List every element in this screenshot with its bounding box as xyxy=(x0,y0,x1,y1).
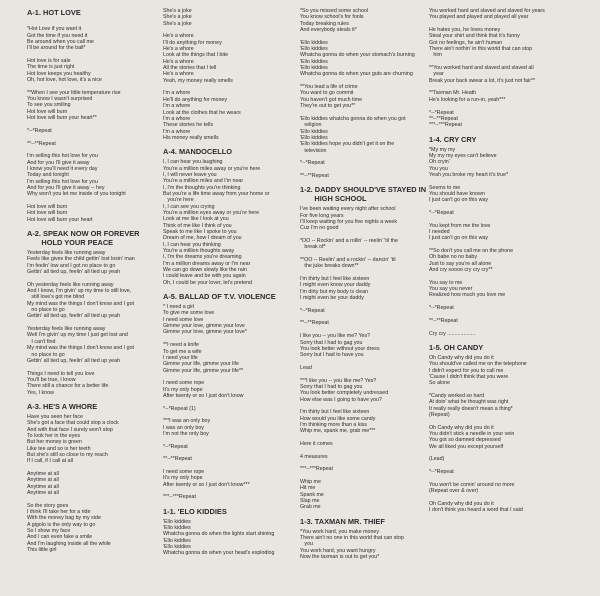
song-title: A-4. MANDOCELLO xyxy=(163,147,232,157)
lyric-line: Break your back swear a lot, it's just not fair** xyxy=(429,77,536,84)
lyric-line: To look her in the eyes xyxy=(27,432,80,439)
lyric-line: I'm feelin' low and I got no place to go xyxy=(27,262,116,269)
lyric-line: Well I'm givin' up my time I just get lost and xyxy=(27,332,128,339)
lyric-line: His money really smells xyxy=(163,134,219,141)
lyric-line: Hot love will burn your heart xyxy=(27,216,93,223)
lyric-line: (Lead) xyxy=(429,456,445,463)
lyric-line: * I need a girl xyxy=(163,304,195,311)
song-title: A-2. SPEAK NOW OR FOREVER HOLD YOUR PEACE xyxy=(27,229,140,247)
lyric-line: With the money bag by my side xyxy=(27,515,101,522)
lyric-line: **--**Repeat xyxy=(27,140,56,147)
lyric-line: You say to me xyxy=(429,279,463,286)
lyric-line: You got so damned depressed xyxy=(429,437,501,444)
lyric-line: We all liked you except yourself xyxy=(429,443,504,450)
lyric-line: Oh cryin' xyxy=(429,159,450,166)
lyric-line: *--*Repeat xyxy=(163,443,188,450)
lyric-line: Anytime at all xyxy=(27,490,59,497)
lyric-line: I've been waiting every night after school xyxy=(300,206,396,213)
lyric-line: My my my eyes can't believe xyxy=(429,152,497,159)
lyric-line: **You worked hard and slaved and slaved all xyxy=(429,65,534,72)
lyric-line: **--**Repeat xyxy=(429,317,458,324)
lyric-line: (Repeat) xyxy=(429,411,450,418)
lyric-line: There ain't nothin' in this world that can stop xyxy=(429,46,533,53)
lyric-line: Gimme your life, gimme your life** xyxy=(163,367,244,374)
lyric-line: **OO -- Reelin' and a rockin' -- dancin' 'til xyxy=(300,257,396,264)
lyric-line: So alone xyxy=(429,380,450,387)
song-title: 1-1. 'ELO KIDDIES xyxy=(163,506,227,516)
lyric-line: A gigolo is the only way to go xyxy=(27,521,96,528)
lyric-line: We can go down slowly like the rain xyxy=(163,267,247,274)
lyric-line: ***--***Repeat xyxy=(429,122,462,129)
lyric-line: Whatcha gonna do when your guts are churning xyxy=(300,71,413,78)
song-title: A-5. BALLAD OF T.V. VIOLENCE xyxy=(163,292,276,302)
lyric-line: Look at the things that I bite xyxy=(163,52,229,59)
lyric-line: I might even be your daddy xyxy=(300,295,364,302)
lyric-line: Think of me like I think of you xyxy=(163,222,232,229)
song-title: A-1. HOT LOVE xyxy=(27,8,81,17)
lyric-line: *You work hard, you make money xyxy=(300,528,380,535)
lyric-line: It's my only hope xyxy=(163,475,203,482)
lyric-line: (Repeat over & over) xyxy=(429,488,479,495)
lyric-line: All the stories that I tell xyxy=(163,65,217,72)
lyric-line: I'm not the only boy xyxy=(163,430,209,437)
lyric-line: Gimme your love, gimme your love xyxy=(163,323,245,330)
lyric-line: 'Ello kiddies xyxy=(300,134,328,141)
lyric-line: I, I'm the dreams you're dreaming xyxy=(163,254,242,261)
lyric-line: Today and tonight xyxy=(27,172,69,179)
lyric-line: Seems to me xyxy=(429,184,461,191)
lyric-line: 'Ello kiddies xyxy=(163,518,191,525)
lyric-line: Oh Candy why did you do it xyxy=(429,424,494,431)
lyric-line: Whatcha gonna do when the lights start shining xyxy=(163,531,275,538)
lyric-line: At doin' what he thought was right xyxy=(429,399,509,406)
lyric-line: year xyxy=(429,71,444,78)
lyric-line: I'll do anything for money xyxy=(163,39,222,46)
lyrics-column-1 xyxy=(27,8,157,553)
lyric-line: I'm thirty but I feel like sixteen xyxy=(300,276,370,283)
lyric-line: I, I can hear you thinking xyxy=(163,241,221,248)
lyric-line: *So you missed some school xyxy=(300,8,369,14)
lyric-line: Cuz I'm no good xyxy=(300,225,339,232)
lyric-line: And I know, I'm givin' up my time to still love, xyxy=(27,288,132,295)
lyric-line: Gettin' all tied up, feelin' all tied up yeah xyxy=(27,313,121,320)
lyric-line: Grab me xyxy=(300,504,321,511)
lyric-line: 'Ello kiddies xyxy=(163,544,191,551)
lyric-line: How else was I going to have you? xyxy=(300,396,382,403)
lyric-line: You you xyxy=(429,165,448,172)
lyric-line: Got no feelings, he ain't human xyxy=(429,39,503,46)
lyric-line: I'm a whore xyxy=(163,128,191,135)
lyric-line: I, I will never leave you xyxy=(163,171,217,178)
lyric-line: There ain't no one in this world that can stop xyxy=(300,535,404,542)
lyric-line: And for you I'll give it away -- hey xyxy=(27,184,105,191)
lyric-line: Anytime at all xyxy=(27,477,59,484)
lyric-line: you're here xyxy=(163,197,194,204)
lyric-line: 'Ello kiddies xyxy=(300,46,328,53)
lyric-line: Gimme your life, gimme your life xyxy=(163,361,239,368)
lyric-line: I'll keep waiting for you five nights a week xyxy=(300,218,397,225)
lyric-line: I'm selling this hot love for you xyxy=(27,178,98,185)
song-title: 1-3. TAXMAN MR. THIEF xyxy=(300,516,385,526)
lyric-line: I need some rope xyxy=(163,380,205,387)
lyric-line: Oh, I could be your lover, let's pretend xyxy=(163,279,253,286)
lyric-line: Got the time if you need it xyxy=(27,32,88,39)
lyric-line: You're a million thoughts away xyxy=(163,248,235,255)
lyric-line: ***I was an only boy xyxy=(163,418,211,425)
lyric-line: ***I like you -- you like me? Yes? xyxy=(300,377,377,384)
lyric-line: *--*Repeat xyxy=(300,160,325,167)
lyric-line: Sorry that I had to gag you xyxy=(300,383,363,390)
lyric-line: But she's still so close to my reach xyxy=(27,451,108,458)
lyric-line: Hit me xyxy=(300,485,316,492)
lyric-line: **You lead a life of crime xyxy=(300,84,358,91)
lyric-line: Cry cry ................... xyxy=(429,330,476,337)
lyric-line: Hot love will burn your heart** xyxy=(27,115,97,122)
lyric-line: *--*Repeat xyxy=(429,109,454,116)
lyric-line: I don't think you heard a word that I said xyxy=(429,507,523,514)
lyrics-column-4 xyxy=(429,8,579,513)
lyric-line: **Taxman Mr. Heath xyxy=(429,90,477,97)
lyric-line: *--*Repeat xyxy=(429,209,454,216)
lyric-line: He's a whore xyxy=(163,33,194,40)
song-title: 1-2. DADDY SHOULD'VE STAYED IN HIGH SCHOOL xyxy=(300,185,427,204)
lyric-line: 'Cause I didn't think that you were xyxy=(429,373,509,380)
lyric-line: break of* xyxy=(300,244,326,251)
lyric-line: I need your life xyxy=(163,354,198,361)
lyric-line: You work hard, you want hungry xyxy=(300,547,376,554)
lyric-line: I just can't go on this way xyxy=(429,197,489,204)
lyric-line: Now the taxman is out to get you* xyxy=(300,554,380,561)
lyric-line: ***--***Repeat xyxy=(300,466,333,473)
lyric-line: him xyxy=(429,52,442,59)
lyric-line: Yeah you broke my heart it's true* xyxy=(429,171,509,178)
lyric-line: I can't find xyxy=(27,338,56,345)
lyric-line: How would you like some candy xyxy=(300,415,376,422)
lyric-line: And for you I'll give it away xyxy=(27,159,90,166)
lyric-line: *--*Repeat xyxy=(429,469,454,476)
lyric-line: It's my only hope xyxy=(163,386,203,393)
lyric-line: Spank me xyxy=(300,491,324,498)
lyric-line: **--**Repeat xyxy=(429,115,458,122)
lyric-line: Gettin' all tied up, feelin' all tied up yeah xyxy=(27,269,121,276)
lyric-line: And I can even fake a smile xyxy=(27,534,93,541)
lyric-line: I, I can hear you laughing xyxy=(163,159,223,166)
lyric-line: It really really doesn't mean a thing* xyxy=(429,405,513,412)
lyric-line: 'Ello kiddies whatcha gonna do when you got xyxy=(300,115,406,122)
lyric-line: He hates you, he loves money xyxy=(429,27,501,34)
lyric-line: I'll be around for the ball* xyxy=(27,45,86,52)
lyric-line: I, I can see you crying xyxy=(163,203,215,210)
lyric-line: Oh Candy why did you do it xyxy=(429,500,494,507)
lyric-line: She's a joke xyxy=(163,20,192,27)
lyric-line: Hot love will burn xyxy=(27,210,68,217)
lyric-line: 'Ello kiddies xyxy=(163,525,191,532)
lyric-line: You should have known xyxy=(429,190,485,197)
lyric-line: **--**Repeat xyxy=(300,172,329,179)
lyric-line: I'm a whore xyxy=(163,103,191,110)
song-title: 1-5. OH CANDY xyxy=(429,342,484,352)
lyric-line: You kept from me the love xyxy=(429,222,491,229)
lyric-line: He's a whore xyxy=(163,46,194,53)
lyric-line: Hot love is for sale xyxy=(27,58,71,65)
lyric-line: Look at me like I look at you xyxy=(163,216,229,223)
lyric-line: *Hot Love if you want it xyxy=(27,26,82,33)
lyric-line: If I call, if I call at all xyxy=(27,458,73,465)
lyric-line: I think I'll take her for a ride xyxy=(27,509,91,516)
lyric-line: **So don't you call me on the phone xyxy=(429,248,514,255)
lyric-line: Look at the clothes that he wears xyxy=(163,109,241,116)
lyric-line: Anytime at all xyxy=(27,471,59,477)
lyric-line: This little girl xyxy=(27,547,57,554)
lyric-line: To see you smiling xyxy=(27,102,71,109)
lyric-line: My mind was the things I don't know and I got xyxy=(27,300,135,307)
lyric-line: Be around when you call me xyxy=(27,39,94,46)
lyric-line: To give me some love xyxy=(163,310,215,317)
lyric-line: Whip me xyxy=(300,479,321,486)
lyric-line: You didn't stick a needle in your vein xyxy=(429,430,515,437)
lyric-line: I'm a whore xyxy=(163,90,191,97)
lyric-line: Oh Candy why did you do it xyxy=(429,354,494,361)
lyric-line: *--*Repeat xyxy=(429,305,454,312)
lyric-line: 'Ello kiddies xyxy=(300,58,328,65)
lyric-line: I just can't go on this way xyxy=(429,235,489,242)
lyric-line: He's a whore xyxy=(163,58,194,65)
lyric-line: Whatcha gonna do when your head's exploding xyxy=(163,550,275,557)
lyric-line: I'm dirty but my body is clean xyxy=(300,288,369,295)
lyric-line: Hot love will burn xyxy=(27,203,68,210)
lyric-line: still love's got me blind xyxy=(27,294,85,301)
lyric-line: ***--***Repeat xyxy=(163,494,196,501)
lyric-line: For five long years xyxy=(300,212,344,219)
lyric-line: I needed xyxy=(429,229,450,235)
lyric-line: 'Ello kiddies xyxy=(300,65,328,72)
lyric-line: So the story goes xyxy=(27,502,69,509)
lyric-line: You know school's for fools xyxy=(300,14,364,21)
lyric-line: no place to go xyxy=(27,307,65,314)
lyric-line: Slap me xyxy=(300,498,320,505)
lyric-line: Oh babe no no baby xyxy=(429,254,478,261)
lyric-line: Feels like gives the child gettin' lost losin' man xyxy=(27,256,135,263)
lyric-line: **I need a knife xyxy=(163,342,199,349)
lyric-line: *--*Repeat (1) xyxy=(163,405,196,412)
lyric-line: the juke breaks down** xyxy=(300,263,359,270)
lyric-line: Like tee and so is her teeth xyxy=(27,445,91,452)
lyric-line: You're a million eyes away or you're here xyxy=(163,209,260,216)
lyric-line: He'll do anything for money xyxy=(163,96,228,103)
lyric-line: Gimme your love, gimme your love* xyxy=(163,329,247,336)
lyric-line: I'm a million dreams away or I'm near xyxy=(163,260,251,267)
lyric-line: 'Ello kiddies hope you didn't get it on the xyxy=(300,141,395,148)
lyric-line: *OO -- Rockin' and a rollin' -- reelin' 'til the xyxy=(300,238,398,244)
lyric-line: He's looking for a run-in, yeah*** xyxy=(429,96,506,103)
lyric-line: After twenty or so I just don't know*** xyxy=(163,481,250,488)
lyric-line: I need some love xyxy=(163,316,204,323)
lyric-line: I could leave and be with you again xyxy=(163,273,246,280)
lyric-line: **--**Repeat xyxy=(163,456,192,463)
lyric-line: You should've called me on the telephone xyxy=(429,361,527,368)
lyric-line: And everybody steals it* xyxy=(300,27,357,34)
lyric-line: Whip me, spank me, grab me*** xyxy=(300,428,376,435)
lyric-line: Whatcha gonna do when your stomach's burning xyxy=(300,52,415,59)
lyric-line: Here it comes xyxy=(300,441,333,447)
lyric-line: I'm thinking more than a kiss xyxy=(300,421,367,428)
lyric-line: She's got a face that could stop a clock xyxy=(27,420,119,427)
lyric-line: You're a million miles away or you're here xyxy=(163,165,261,172)
lyric-line: Speak to me like I spoke to you xyxy=(163,229,237,235)
lyric-line: Yesterday feels like running away xyxy=(27,250,106,256)
lyric-line: I'm a whore xyxy=(163,115,191,122)
lyric-line: religion xyxy=(300,122,322,129)
lyric-line: After twenty or so I just don't know xyxy=(163,392,244,399)
lyric-line: I was an only boy xyxy=(163,424,204,431)
lyric-line: Have you seen her face xyxy=(27,413,83,420)
lyric-line: Sorry that I had to gag you xyxy=(300,339,363,346)
lyric-line: I need some rope xyxy=(163,469,205,476)
lyric-line: You'll be true, I know xyxy=(27,376,76,383)
lyric-line: You want to go commit xyxy=(300,90,354,97)
lyric-line: Today breaking rules xyxy=(300,20,349,27)
lyrics-column-2 xyxy=(163,8,298,557)
lyric-line: The time is just right xyxy=(27,64,75,71)
lyric-line: *My my my xyxy=(429,146,456,153)
lyric-line: 'Ello kiddies xyxy=(300,39,328,46)
lyric-line: I'm selling this hot love for you xyxy=(27,153,98,160)
lyric-line: And cry soooo cry cry cry** xyxy=(429,267,493,274)
lyric-line: But her money is green xyxy=(27,439,82,446)
lyric-line: To get me a wife xyxy=(163,348,202,355)
lyric-line: These stories he tells xyxy=(163,122,214,129)
lyric-line: Hot love keeps you healthy xyxy=(27,70,91,77)
lyric-line: You haven't got much time xyxy=(300,96,363,103)
lyric-line: television xyxy=(300,147,327,154)
lyric-line: *--*Repeat xyxy=(300,307,325,314)
lyric-line: **When I see your little temperature rise xyxy=(27,89,121,96)
lyric-line: You look better completely undressed xyxy=(300,390,389,397)
lyric-line: you xyxy=(300,541,313,548)
lyric-line: I didn't expect for you to call me xyxy=(429,367,504,374)
lyric-line: She's a joke xyxy=(163,14,192,21)
lyric-line: 4 measures xyxy=(300,453,328,460)
lyric-line: You know I wasn't surprised xyxy=(27,96,93,103)
lyric-line: And with that face I surely won't stop xyxy=(27,426,113,433)
lyric-line: Realized how much you love me xyxy=(429,292,506,299)
lyric-line: Steal your shirt and think that it's funny xyxy=(429,33,520,40)
lyric-line: They're out to get you** xyxy=(300,103,356,110)
lyric-line: He's a whore xyxy=(163,71,194,78)
lyric-line: And I'm laughing inside all the while xyxy=(27,540,111,547)
lyric-line: You're a million miles and I'm near xyxy=(163,178,244,185)
lyric-line: Dream of me, how I dream of you xyxy=(163,235,242,242)
lyric-line: You won't be comin' around no more xyxy=(429,481,515,488)
lyric-line: Oh yesterday feels like running away xyxy=(27,281,114,288)
lyric-line: *Candy worked so hard xyxy=(429,392,485,399)
lyric-line: You say you never xyxy=(429,286,473,293)
lyric-line: Just to say you're all alone xyxy=(429,260,492,267)
lyric-line: I, I'm the thoughts you're thinking xyxy=(163,184,241,191)
lyric-line: There still a chance for a better life xyxy=(27,383,109,390)
lyric-line: Gettin' all tied up, feelin' all tied up yeah xyxy=(27,357,121,364)
lyric-line: Anytime at all xyxy=(27,483,59,490)
lyric-line: Oh, hot love, hot love, it's a nice xyxy=(27,77,102,84)
lyric-line: 'Ello kiddies xyxy=(300,128,328,135)
lyric-line: Yesterday feels like running away xyxy=(27,326,106,333)
lyric-line: Yes, I know xyxy=(27,389,54,396)
lyric-line: I know you'll need it every day xyxy=(27,165,98,172)
song-title: 1-4. CRY CRY xyxy=(429,134,477,144)
lyrics-column-3 xyxy=(300,8,425,561)
lyric-line: *--*Repeat xyxy=(27,127,52,134)
song-title: A-3. HE'S A WHORE xyxy=(27,401,98,411)
lyric-line: So I show my face xyxy=(27,528,71,535)
lyric-line: I'm thirty but I feel like sixteen xyxy=(300,409,370,416)
lyric-line: Why won't you let me inside of you tonight xyxy=(27,191,126,198)
lyric-line: **--**Repeat xyxy=(300,320,329,327)
lyric-line: Sorry but I had to have you xyxy=(300,352,364,359)
lyric-line: You look better without your dress xyxy=(300,345,380,352)
lyric-line: 'Ello kiddies xyxy=(163,537,191,544)
lyric-line: You worked hard and slaved and slaved for years xyxy=(429,8,545,14)
lyric-line: My mind was the things I don't know and I got xyxy=(27,345,135,352)
lyric-line: Yeah, my money really smells xyxy=(163,77,233,84)
lyric-line: no place to go xyxy=(27,351,65,358)
lyric-line: Lead xyxy=(300,364,312,371)
lyric-line: I might even know your daddy xyxy=(300,282,371,289)
lyric-line: She's a joke xyxy=(163,8,192,14)
lyric-line: But you're a life time away from your home or xyxy=(163,190,270,197)
lyric-line: Hot love will burn xyxy=(27,108,68,115)
lyric-line: You played and played and played all year xyxy=(429,14,529,21)
lyric-line: I like you -- you like me? Yes? xyxy=(300,333,371,340)
lyric-line: Things I need to tell you love xyxy=(27,370,95,377)
